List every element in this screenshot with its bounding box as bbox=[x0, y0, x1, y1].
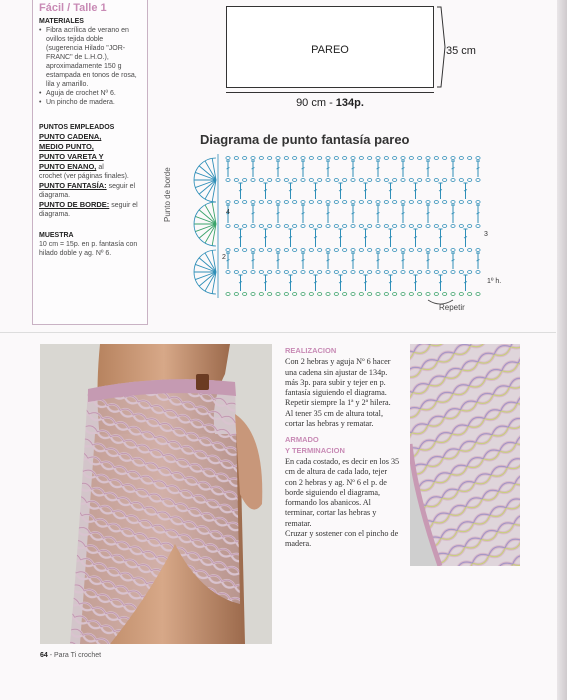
sample-text: 10 cm = 15p. en p. fantasía con hilado doble y ag. Nº 6. bbox=[39, 241, 138, 257]
chain-stitch bbox=[468, 271, 472, 274]
border-fan-stitch bbox=[195, 264, 216, 272]
chain-stitch bbox=[268, 225, 272, 228]
chain-stitch bbox=[376, 157, 380, 160]
chain-stitch bbox=[393, 225, 397, 228]
chain-stitch bbox=[293, 201, 297, 204]
chain-stitch bbox=[468, 293, 472, 296]
chain-stitch bbox=[309, 201, 313, 204]
chain-stitch bbox=[368, 293, 372, 296]
chain-stitch bbox=[276, 201, 280, 204]
chain-stitch bbox=[443, 157, 447, 160]
realizacion-text-2: Al tener 35 cm de altura total, cortar las hebras y rematar. bbox=[285, 408, 383, 429]
chain-stitch bbox=[451, 293, 455, 296]
armado-heading: ARMADO Y TERMINACION bbox=[285, 435, 345, 455]
chain-stitch bbox=[443, 293, 447, 296]
chain-stitch bbox=[284, 249, 288, 252]
chain-stitch bbox=[343, 201, 347, 204]
chain-stitch bbox=[243, 249, 247, 252]
chain-stitch bbox=[268, 293, 272, 296]
chain-stitch bbox=[459, 201, 463, 204]
chain-stitch bbox=[418, 225, 422, 228]
chain-stitch bbox=[393, 249, 397, 252]
realizacion-text: Con 2 hebras y aguja Nº 6 hacer una cadena sin ajustar de 134p. más 3p. para subir y tejer en p. fantasía siguiendo el diagrama. Repetir siempre la 1ª y 2ª hilera. bbox=[285, 357, 391, 408]
chain-stitch bbox=[351, 179, 355, 182]
chain-stitch bbox=[409, 271, 413, 274]
chain-stitch bbox=[309, 249, 313, 252]
chain-stitch bbox=[343, 249, 347, 252]
chain-stitch bbox=[243, 293, 247, 296]
materials-list bbox=[39, 26, 141, 107]
chain-stitch bbox=[234, 179, 238, 182]
width-dimension-line bbox=[226, 92, 434, 93]
chain-stitch bbox=[476, 249, 480, 252]
chain-stitch bbox=[226, 249, 230, 252]
chain-stitch bbox=[359, 249, 363, 252]
chain-stitch bbox=[276, 293, 280, 296]
chain-stitch bbox=[368, 225, 372, 228]
chain-stitch bbox=[284, 179, 288, 182]
chain-stitch bbox=[334, 179, 338, 182]
stitch-medio-punto: MEDIO PUNTO, bbox=[39, 142, 94, 151]
materials-heading: MATERIALES bbox=[39, 18, 84, 25]
height-dimension: 35 cm bbox=[446, 45, 476, 57]
chain-stitch bbox=[401, 225, 405, 228]
chain-stitch bbox=[251, 225, 255, 228]
stitch-diagram bbox=[170, 150, 500, 320]
chain-stitch bbox=[259, 249, 263, 252]
stitch-borde: PUNTO DE BORDE: bbox=[39, 200, 110, 209]
chain-stitch bbox=[326, 271, 330, 274]
chain-stitch bbox=[426, 179, 430, 182]
chain-stitch bbox=[468, 157, 472, 160]
stitch-note: crochet (ver páginas finales). bbox=[39, 173, 129, 180]
repeat-label: Repetir bbox=[439, 303, 465, 312]
chain-stitch bbox=[318, 179, 322, 182]
chain-stitch bbox=[226, 293, 230, 296]
chain-stitch bbox=[468, 225, 472, 228]
chain-stitch bbox=[418, 293, 422, 296]
chain-stitch bbox=[451, 179, 455, 182]
chain-stitch bbox=[251, 179, 255, 182]
stitch-fantasia: PUNTO FANTASÍA: bbox=[39, 181, 107, 190]
chain-stitch bbox=[468, 179, 472, 182]
chain-stitch bbox=[359, 157, 363, 160]
chain-stitch bbox=[251, 271, 255, 274]
chain-stitch bbox=[326, 179, 330, 182]
chain-stitch bbox=[376, 225, 380, 228]
chain-stitch bbox=[359, 225, 363, 228]
chain-stitch bbox=[476, 225, 480, 228]
chain-stitch bbox=[476, 293, 480, 296]
chain-stitch bbox=[451, 225, 455, 228]
diagram-side-label: Punto de borde bbox=[163, 167, 172, 222]
chain-stitch bbox=[459, 271, 463, 274]
chain-stitch bbox=[393, 179, 397, 182]
border-fan-stitch bbox=[195, 216, 216, 224]
chain-stitch bbox=[301, 293, 305, 296]
material-item: • Fibra acrílica de verano en ovillos tejida doble (sugerencia Hilado "JOR-FRANC" de L.H.O.), aproximadamente 150 g estampada en tonos de rosa, lila y amarillo. bbox=[39, 26, 141, 89]
chain-stitch bbox=[418, 249, 422, 252]
chain-stitch bbox=[418, 179, 422, 182]
chain-stitch bbox=[351, 293, 355, 296]
chain-stitch bbox=[443, 201, 447, 204]
chain-stitch bbox=[368, 249, 372, 252]
chain-stitch bbox=[268, 179, 272, 182]
chain-stitch bbox=[351, 225, 355, 228]
chain-stitch bbox=[334, 201, 338, 204]
chain-stitch bbox=[384, 225, 388, 228]
chain-stitch bbox=[334, 271, 338, 274]
chain-stitch bbox=[434, 157, 438, 160]
row-number-1: 1º h. bbox=[487, 278, 502, 285]
chain-stitch bbox=[243, 201, 247, 204]
chain-stitch bbox=[443, 225, 447, 228]
chain-stitch bbox=[284, 225, 288, 228]
chain-stitch bbox=[293, 249, 297, 252]
chain-stitch bbox=[318, 293, 322, 296]
page-spine bbox=[557, 0, 567, 700]
chain-stitch bbox=[434, 293, 438, 296]
chain-stitch bbox=[401, 249, 405, 252]
border-fan-stitch bbox=[195, 172, 216, 180]
row-number-3: 3 bbox=[484, 231, 488, 238]
chain-stitch bbox=[368, 179, 372, 182]
chain-stitch bbox=[318, 225, 322, 228]
chain-stitch bbox=[259, 201, 263, 204]
border-fan-stitch bbox=[195, 180, 216, 188]
chain-stitch bbox=[234, 225, 238, 228]
chain-stitch bbox=[276, 179, 280, 182]
chain-stitch bbox=[318, 271, 322, 274]
chain-stitch bbox=[351, 271, 355, 274]
chain-stitch bbox=[309, 225, 313, 228]
chain-stitch bbox=[434, 179, 438, 182]
chain-stitch bbox=[293, 179, 297, 182]
chain-stitch bbox=[409, 179, 413, 182]
chain-stitch bbox=[418, 157, 422, 160]
material-item: • Un pincho de madera. bbox=[39, 98, 141, 107]
chain-stitch bbox=[359, 271, 363, 274]
chain-stitch bbox=[376, 179, 380, 182]
chain-stitch bbox=[434, 271, 438, 274]
chain-stitch bbox=[368, 271, 372, 274]
chain-stitch bbox=[259, 157, 263, 160]
chain-stitch bbox=[459, 179, 463, 182]
chain-stitch bbox=[326, 157, 330, 160]
chain-stitch bbox=[251, 249, 255, 252]
chain-stitch bbox=[268, 157, 272, 160]
chain-stitch bbox=[434, 201, 438, 204]
chain-stitch bbox=[384, 201, 388, 204]
chain-stitch bbox=[359, 179, 363, 182]
chain-stitch bbox=[443, 179, 447, 182]
chain-stitch bbox=[259, 271, 263, 274]
chain-stitch bbox=[384, 157, 388, 160]
magazine-name: - Para Ti crochet bbox=[47, 652, 102, 659]
chain-stitch bbox=[334, 225, 338, 228]
chain-stitch bbox=[243, 271, 247, 274]
page-footer bbox=[40, 652, 101, 659]
chain-stitch bbox=[276, 249, 280, 252]
chain-stitch bbox=[376, 293, 380, 296]
chain-stitch bbox=[268, 271, 272, 274]
chain-stitch bbox=[226, 179, 230, 182]
chain-stitch bbox=[343, 271, 347, 274]
chain-stitch bbox=[293, 225, 297, 228]
chain-stitch bbox=[276, 271, 280, 274]
chain-stitch bbox=[318, 157, 322, 160]
page-number: 64 bbox=[40, 652, 48, 659]
pareo-label: PAREO bbox=[311, 44, 349, 56]
chain-stitch bbox=[293, 271, 297, 274]
row-number-4: 4 bbox=[226, 209, 230, 216]
chain-stitch bbox=[384, 179, 388, 182]
chain-stitch bbox=[451, 201, 455, 204]
chain-stitch bbox=[309, 271, 313, 274]
chain-stitch bbox=[309, 179, 313, 182]
chain-stitch bbox=[468, 201, 472, 204]
chain-stitch bbox=[426, 271, 430, 274]
chain-stitch bbox=[343, 157, 347, 160]
chain-stitch bbox=[301, 271, 305, 274]
chain-stitch bbox=[234, 157, 238, 160]
chain-stitch bbox=[376, 271, 380, 274]
chain-stitch bbox=[476, 271, 480, 274]
chain-stitch bbox=[351, 249, 355, 252]
chain-stitch bbox=[301, 249, 305, 252]
chain-stitch bbox=[409, 249, 413, 252]
chain-stitch bbox=[401, 179, 405, 182]
chain-stitch bbox=[234, 293, 238, 296]
chain-stitch bbox=[393, 201, 397, 204]
chain-stitch bbox=[301, 157, 305, 160]
chain-stitch bbox=[426, 249, 430, 252]
chain-stitch bbox=[393, 157, 397, 160]
chain-stitch bbox=[468, 249, 472, 252]
chain-stitch bbox=[434, 225, 438, 228]
chain-stitch bbox=[401, 157, 405, 160]
chain-stitch bbox=[459, 249, 463, 252]
difficulty-size-title: Fácil / Talle 1 bbox=[39, 2, 107, 14]
chain-stitch bbox=[309, 293, 313, 296]
chain-stitch bbox=[459, 225, 463, 228]
chain-stitch bbox=[301, 179, 305, 182]
chain-stitch bbox=[276, 225, 280, 228]
chain-stitch bbox=[343, 293, 347, 296]
chain-stitch bbox=[318, 249, 322, 252]
chain-stitch bbox=[459, 157, 463, 160]
chain-stitch bbox=[343, 225, 347, 228]
chain-stitch bbox=[384, 293, 388, 296]
chain-stitch bbox=[309, 157, 313, 160]
chain-stitch bbox=[226, 201, 230, 204]
materials-sidebar bbox=[32, 0, 148, 325]
chain-stitch bbox=[318, 201, 322, 204]
armado-text-2: Cruzar y sostener con el pincho de madera. bbox=[285, 529, 399, 549]
chain-stitch bbox=[409, 225, 413, 228]
chain-stitch bbox=[326, 293, 330, 296]
stitches-list: PUNTO CADENA, MEDIO PUNTO, PUNTO VARETA Y PUNTO ENANO, al crochet (ver páginas finales). PUNTO FANTASÍA: seguir el diagrama. PUNTO DE BORDE: seguir el diagrama. bbox=[39, 132, 141, 219]
chain-stitch bbox=[476, 179, 480, 182]
chain-stitch bbox=[259, 225, 263, 228]
chain-stitch bbox=[326, 225, 330, 228]
chain-stitch bbox=[359, 293, 363, 296]
chain-stitch bbox=[443, 271, 447, 274]
chain-stitch bbox=[326, 249, 330, 252]
chain-stitch bbox=[451, 157, 455, 160]
armado-text: En cada costado, es decir en los 35 cm de altura de cada lado, tejer con 2 hebras y ag. Nº 6 el p. de borde siguiendo el diagrama, formando los abanicos. Al terminar, cortar las hebras y rematar. bbox=[285, 456, 400, 528]
model-photo-image bbox=[40, 344, 272, 644]
chain-stitch bbox=[384, 249, 388, 252]
row-number-2: 2 bbox=[222, 254, 226, 261]
border-fan-stitch bbox=[195, 224, 216, 232]
stitch-diagram-chart bbox=[170, 150, 500, 320]
chain-stitch bbox=[409, 201, 413, 204]
material-item: • Aguja de crochet Nº 6. bbox=[39, 89, 141, 98]
chain-stitch bbox=[334, 249, 338, 252]
chain-stitch bbox=[426, 225, 430, 228]
chain-stitch bbox=[243, 157, 247, 160]
chain-stitch bbox=[226, 225, 230, 228]
chain-stitch bbox=[401, 271, 405, 274]
chain-stitch bbox=[334, 293, 338, 296]
chain-stitch bbox=[409, 157, 413, 160]
chain-stitch bbox=[284, 293, 288, 296]
model-photo bbox=[40, 344, 272, 644]
chain-stitch bbox=[418, 271, 422, 274]
chain-stitch bbox=[359, 201, 363, 204]
chain-stitch bbox=[268, 249, 272, 252]
chain-stitch bbox=[243, 225, 247, 228]
chain-stitch bbox=[434, 249, 438, 252]
chain-stitch bbox=[259, 179, 263, 182]
chain-stitch bbox=[251, 157, 255, 160]
height-dimension-bracket bbox=[436, 6, 446, 88]
chain-stitch bbox=[401, 201, 405, 204]
chain-stitch bbox=[409, 293, 413, 296]
pareo-schematic bbox=[226, 6, 434, 88]
chain-stitch bbox=[476, 201, 480, 204]
chain-stitch bbox=[276, 157, 280, 160]
stitch-enano: PUNTO ENANO, bbox=[39, 162, 97, 171]
crochet-detail-photo bbox=[410, 344, 520, 566]
crochet-detail-image bbox=[410, 344, 520, 566]
chain-stitch bbox=[459, 293, 463, 296]
instructions-column bbox=[285, 346, 400, 550]
chain-stitch bbox=[426, 157, 430, 160]
chain-stitch bbox=[426, 293, 430, 296]
chain-stitch bbox=[343, 179, 347, 182]
diagram-title: Diagrama de punto fantasía pareo bbox=[200, 132, 410, 147]
chain-stitch bbox=[426, 201, 430, 204]
sample-heading: MUESTRA bbox=[39, 232, 74, 239]
chain-stitch bbox=[234, 201, 238, 204]
realizacion-heading: REALIZACION bbox=[285, 346, 337, 355]
chain-stitch bbox=[376, 249, 380, 252]
chain-stitch bbox=[301, 225, 305, 228]
chain-stitch bbox=[326, 201, 330, 204]
chain-stitch bbox=[368, 201, 372, 204]
section-divider bbox=[0, 332, 556, 333]
border-fan-stitch bbox=[195, 272, 216, 280]
chain-stitch bbox=[284, 201, 288, 204]
chain-stitch bbox=[351, 157, 355, 160]
chain-stitch bbox=[293, 293, 297, 296]
chain-stitch bbox=[226, 271, 230, 274]
chain-stitch bbox=[384, 271, 388, 274]
chain-stitch bbox=[284, 157, 288, 160]
chain-stitch bbox=[234, 249, 238, 252]
chain-stitch bbox=[443, 249, 447, 252]
chain-stitch bbox=[393, 293, 397, 296]
chain-stitch bbox=[234, 271, 238, 274]
chain-stitch bbox=[226, 157, 230, 160]
width-dimension: 90 cm - 134p. bbox=[296, 97, 364, 109]
chain-stitch bbox=[251, 293, 255, 296]
chain-stitch bbox=[243, 179, 247, 182]
stitch-cadena: PUNTO CADENA, bbox=[39, 132, 102, 141]
chain-stitch bbox=[401, 293, 405, 296]
chain-stitch bbox=[251, 201, 255, 204]
chain-stitch bbox=[368, 157, 372, 160]
chain-stitch bbox=[476, 157, 480, 160]
chain-stitch bbox=[376, 201, 380, 204]
chain-stitch bbox=[451, 271, 455, 274]
chain-stitch bbox=[334, 157, 338, 160]
chain-stitch bbox=[451, 249, 455, 252]
stitch-vareta: PUNTO VARETA Y bbox=[39, 152, 104, 161]
chain-stitch bbox=[418, 201, 422, 204]
chain-stitch bbox=[268, 201, 272, 204]
chain-stitch bbox=[351, 201, 355, 204]
chain-stitch bbox=[259, 293, 263, 296]
chain-stitch bbox=[393, 271, 397, 274]
chain-stitch bbox=[284, 271, 288, 274]
chain-stitch bbox=[293, 157, 297, 160]
chain-stitch bbox=[301, 201, 305, 204]
stitches-heading: PUNTOS EMPLEADOS bbox=[39, 124, 115, 131]
